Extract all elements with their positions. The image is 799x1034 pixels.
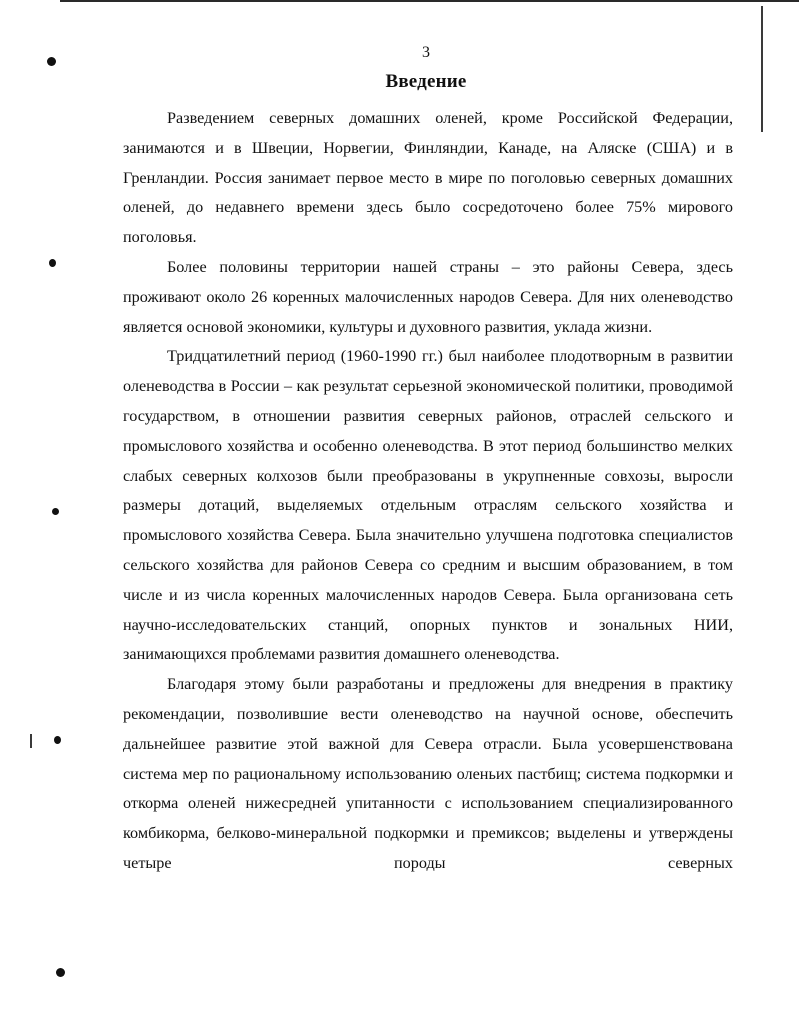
- page-number: 3: [422, 44, 430, 61]
- section-heading: Введение: [385, 71, 467, 92]
- paragraph-1: Разведением северных домашних оленей, кроме Российской Федерации, занимаются и в Швеции, Норвегии, Финляндии, Канаде, на Аляске (США) и в Гренландии. Россия занимает первое место в мире по поголовью северных домашних оленей, до недавнего времени здесь было сосредоточено более 75% мирового поголовья.: [123, 109, 733, 247]
- binder-hole-mark: [54, 736, 61, 744]
- binder-hole-mark: [49, 259, 56, 267]
- paragraph-2: Более половины территории нашей страны – это районы Севера, здесь проживают около 26 коренных малочисленных народов Севера. Для них оленеводство является основой экономики, культуры и духовного развития, уклада жизни.: [123, 257, 733, 336]
- binder-hole-mark: [56, 968, 65, 977]
- body-text: [123, 104, 733, 879]
- paragraph-4: Благодаря этому были разработаны и предложены для внедрения в практику рекомендации, позволившие вести оленеводство на научной основе, обеспечить дальнейшее развитие этой важной для Севера отрасли. Была усовершенствована система мер по рациональному использованию оленьих пастбищ; система подкормки и откорма оленей нижесредней упитанности с использованием специализированного комбикорма, белково-минеральной подкормки и премиксов; выделены и утверждены четыре породы северных: [123, 675, 733, 872]
- scan-edge-line-top: [60, 0, 799, 2]
- binder-hole-mark: [52, 508, 59, 515]
- scan-edge-line-right: [761, 6, 763, 132]
- scan-edge-line-left: [30, 734, 32, 748]
- paragraph-3: Тридцатилетний период (1960-1990 гг.) был наиболее плодотворным в развитии оленеводства в России – как результат серьезной экономической политики, проводимой государством, в отношении развития северных районов, отраслей сельского и промыслового хозяйства и особенно оленеводства. В этот период большинство мелких слабых северных колхозов были преобразованы в укрупненные совхозы, выросли размеры дотаций, выделяемых отдельным отраслям сельского хозяйства и промыслового хозяйства Севера. Была значительно улучшена подготовка специалистов сельского хозяйства для районов Севера со средним и высшим образованием, в том числе и из числа коренных малочисленных народов Севера. Была организована сеть научно-исследовательских станций, опорных пунктов и зональных НИИ, занимающихся проблемами развития домашнего оленеводства.: [123, 347, 733, 664]
